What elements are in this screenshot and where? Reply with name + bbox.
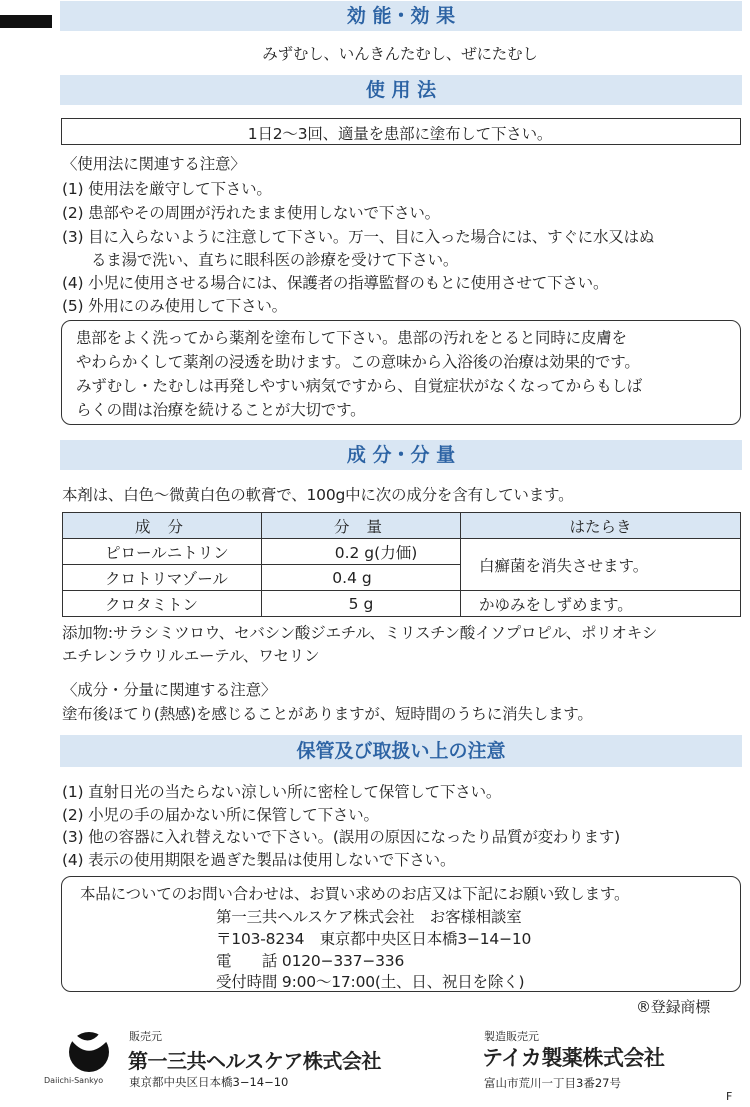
ingredient-action: かゆみをしずめます。 [461,591,741,617]
usage-note-4: (4) 小児に使用させる場合には、保護者の指導監督のもとに使用させて下さい。 [62,274,609,292]
usage-note-3-cont: るま湯で洗い、直ちに眼科医の診療を受けて下さい。 [91,251,459,269]
ingredient-name: クロトリマゾール [63,565,262,591]
table-header-action: はたらき [461,513,741,539]
maker-address: 富山市荒川一丁目3番27号 [484,1076,621,1090]
table-header-name: 成 分 [63,513,262,539]
additives-line-1: 添加物:サラシミツロウ、セバシン酸ジエチル、ミリスチン酸イソプロピル、ポリオキシ [62,624,658,642]
usage-note-5: (5) 外用にのみ使用して下さい。 [62,297,287,315]
ingredient-name: クロタミトン [63,591,262,617]
ingredient-amount: 5 g [262,591,461,617]
corner-black-bar [0,15,52,28]
advice-line-3: みずむし・たむしは再発しやすい病気ですから、自覚症状がなくなってからもしば [76,377,643,395]
advice-line-1: 患部をよく洗ってから薬剤を塗布して下さい。患部の汚れをとると同時に皮膚を [76,329,627,347]
storage-item-2: (2) 小児の手の届かない所に保管して下さい。 [62,806,379,824]
table-header-row [63,513,741,539]
ingredients-header: 成 分・分 量 [60,440,742,470]
usage-note-1: (1) 使用法を厳守して下さい。 [62,180,272,198]
seller-logo-caption: Daiichi-Sankyo [44,1076,104,1085]
table-row [63,539,741,565]
ingredient-name: ピロールニトリン [63,539,262,565]
table-header-amount: 分 量 [262,513,461,539]
ingredient-amount: 0.4 g [262,565,461,591]
ingredient-action: 白癬菌を消失させます。 [461,539,741,591]
maker-label: 製造販売元 [484,1030,539,1043]
advice-line-2: やわらかくして薬剤の浸透を助けます。この意味から入浴後の治療は効果的です。 [76,353,640,371]
usage-note-3: (3) 目に入らないように注意して下さい。万一、目に入った場合には、すぐに水又はぬ [62,228,655,246]
seller-label: 販売元 [129,1030,162,1043]
efficacy-header: 効 能・効 果 [60,1,742,31]
contact-line-1: 本品についてのお問い合わせは、お買い求めのお店又は下記にお願い致します。 [80,885,630,903]
efficacy-text: みずむし、いんきんたむし、ぜにたむし [262,45,538,63]
ingredients-notes-title: 〈成分・分量に関連する注意〉 [62,681,277,699]
usage-instruction: 1日2〜3回、適量を患部に塗布して下さい。 [247,125,553,143]
seller-block [44,1028,444,1088]
maker-name: テイカ製薬株式会社 [482,1046,665,1070]
table-row [63,591,741,617]
advice-line-4: らくの間は治療を続けることが大切です。 [76,401,366,419]
trademark-note: ®登録商標 [636,998,711,1016]
storage-header: 保管及び取扱い上の注意 [60,735,742,767]
usage-notes-title: 〈使用法に関連する注意〉 [62,155,246,173]
contact-line-2: 第一三共ヘルスケア株式会社 お客様相談室 [216,908,522,926]
seller-address: 東京都中央区日本橋3−14−10 [129,1075,289,1089]
storage-item-1: (1) 直射日光の当たらない涼しい所に密栓して保管して下さい。 [62,783,502,801]
ingredients-table [62,512,741,617]
ingredient-amount: 0.2 g(力価) [262,539,461,565]
daiichi-sankyo-logo-icon [66,1031,112,1073]
contact-line-4: 電 話 0120−337−336 [216,952,405,970]
contact-line-5: 受付時間 9:00〜17:00(土、日、祝日を除く) [216,973,525,991]
ingredients-intro: 本剤は、白色〜微黄白色の軟膏で、100g中に次の成分を含有しています。 [62,486,574,504]
seller-name: 第一三共ヘルスケア株式会社 [128,1049,381,1073]
contact-line-3: 〒103-8234 東京都中央区日本橋3−14−10 [216,930,532,948]
usage-note-2: (2) 患部やその周囲が汚れたまま使用しないで下さい。 [62,204,440,222]
ingredients-note: 塗布後ほてり(熱感)を感じることがありますが、短時間のうちに消失します。 [62,705,593,723]
storage-item-3: (3) 他の容器に入れ替えないで下さい。(誤用の原因になったり品質が変わります) [62,828,620,846]
additives-line-2: エチレンラウリルエーテル、ワセリン [62,647,320,665]
storage-item-4: (4) 表示の使用期限を過ぎた製品は使用しないで下さい。 [62,851,456,869]
usage-header: 使 用 法 [60,75,742,105]
page-code: F [726,1090,733,1103]
